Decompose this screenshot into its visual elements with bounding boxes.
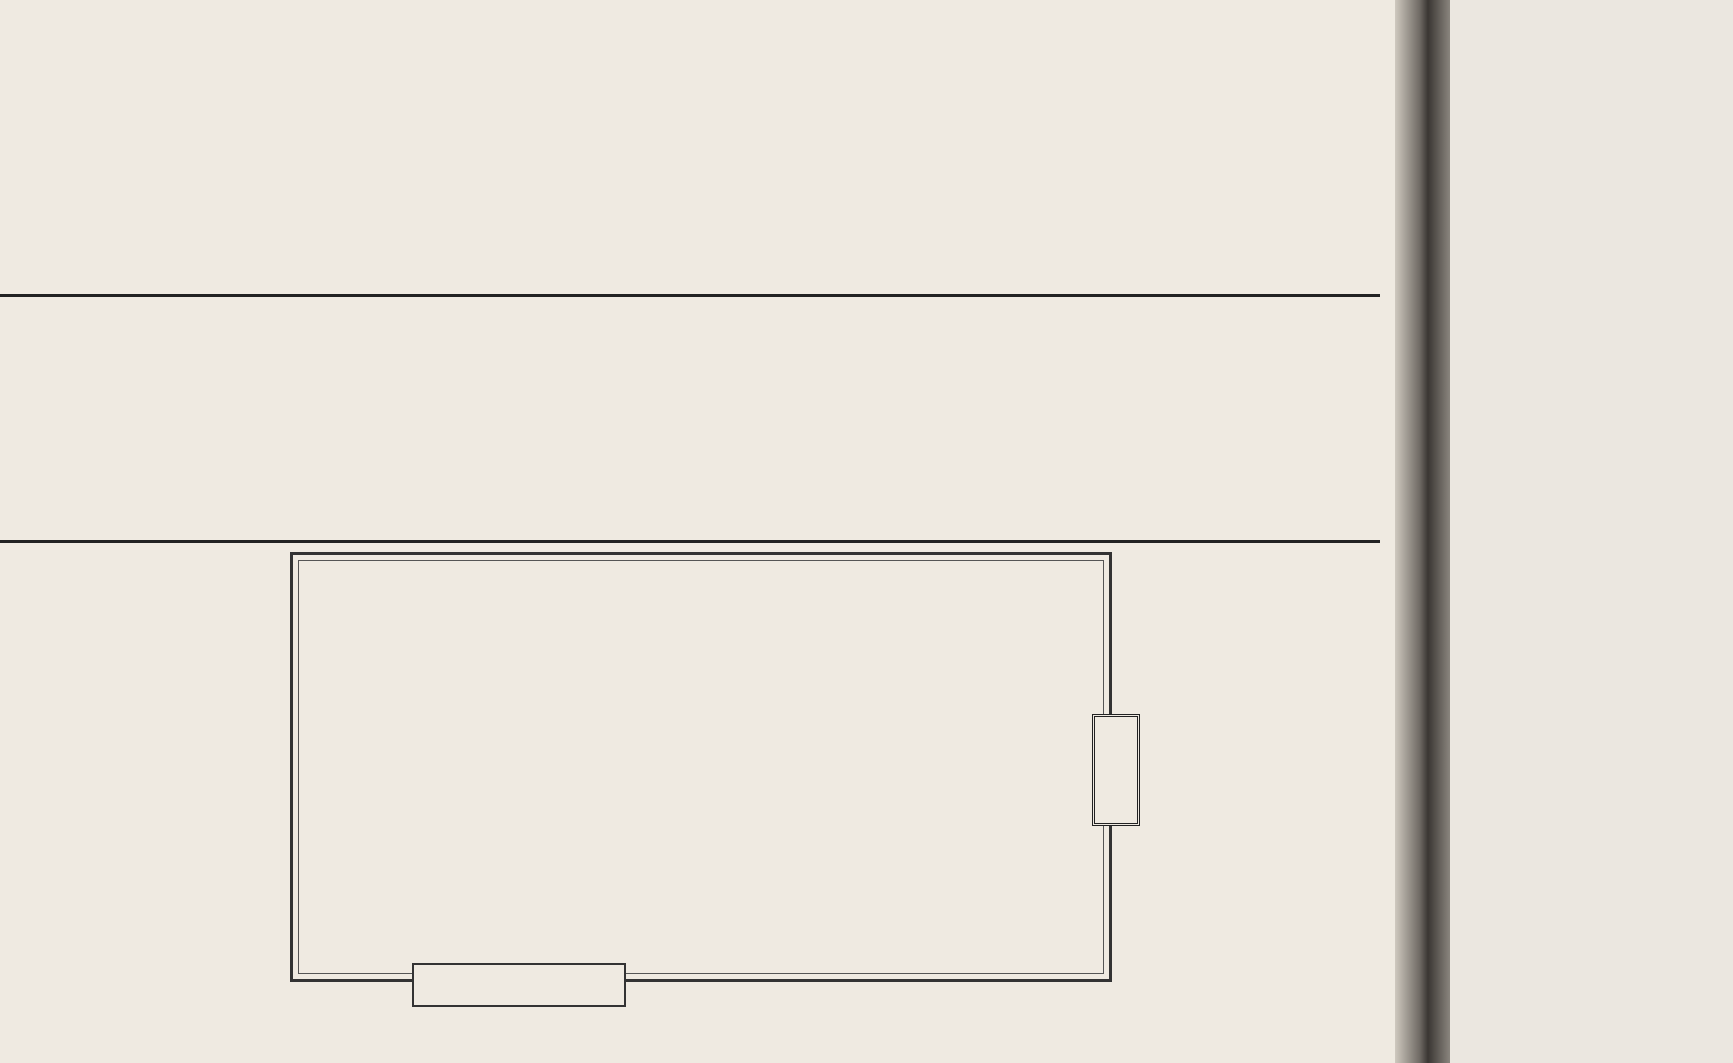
colophon-box	[290, 552, 1112, 982]
section-rule-top	[0, 294, 1380, 297]
price-box	[412, 963, 626, 1007]
facing-page	[1450, 0, 1733, 1063]
section-rule-middle	[0, 540, 1380, 543]
book-gutter	[1395, 0, 1450, 1063]
no-copy-stamp	[1092, 714, 1140, 826]
